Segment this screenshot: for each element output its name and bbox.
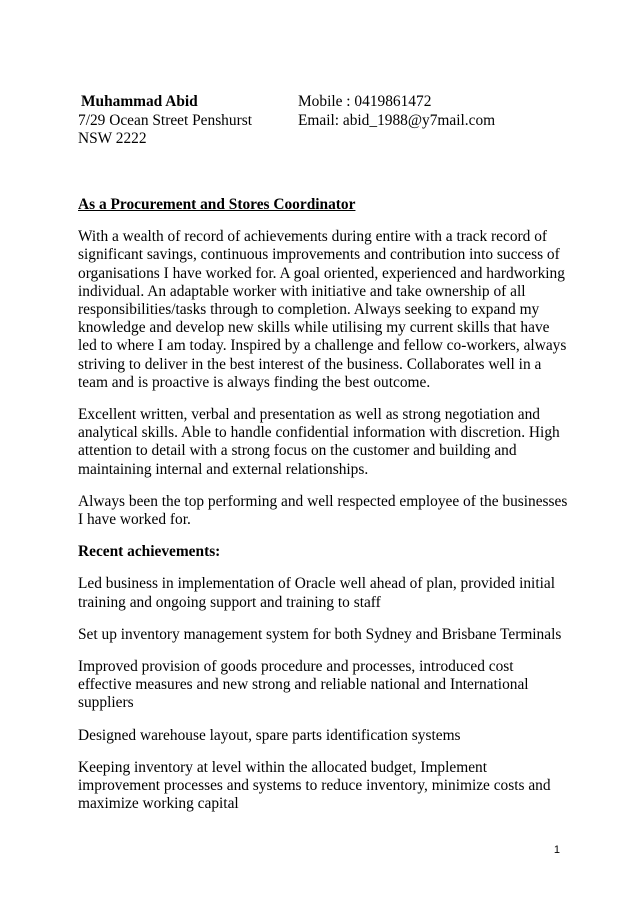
email-address: Email: abid_1988@y7mail.com <box>298 111 496 129</box>
resume-body <box>78 196 568 827</box>
address-line-1: 7/29 Ocean Street Penshurst <box>78 111 252 129</box>
page-number: 1 <box>553 844 560 856</box>
summary-paragraph: Excellent written, verbal and presentation as well as strong negotiation and analytical skills. Able to handle confidential information with discretion. High attention to detail with a strong focus on the customer and building and maintaining internal and external relationships. <box>78 406 560 478</box>
achievements-heading: Recent achievements: <box>78 543 221 561</box>
contact-address-block <box>78 93 288 149</box>
summary-paragraph: Always been the top performing and well respected employee of the businesses I have worked for. <box>78 492 568 529</box>
achievement-item: Improved provision of goods procedure and processes, introduced cost effective measures and new strong and reliable national and International suppliers <box>78 658 529 712</box>
summary-paragraph: With a wealth of record of achievements during entire with a track record of significant savings, continuous improvements and contribution into success of organisations I have worked for. A goal oriented, experienced and hardworking individual. An adaptable worker with initiative and take ownership of all responsibilities/tasks through to completion. Always seeking to expand my knowledge and develop new skills while utilising my current skills that have led to where I am today. Inspired by a challenge and fellow co-workers, always striving to deliver in the best interest of the business. Collaborates well in a team and is proactive is always finding the best outcome. <box>78 228 567 391</box>
achievement-item: Keeping inventory at level within the allocated budget, Implement improvement processes and systems to reduce inventory, minimize costs and maximize working capital <box>78 758 551 813</box>
role-heading: As a Procurement and Stores Coordinator <box>78 196 356 213</box>
candidate-name: Muhammad Abid <box>81 93 198 110</box>
achievement-item: Designed warehouse layout, spare parts identification systems <box>78 726 461 744</box>
achievement-item: Led business in implementation of Oracle well ahead of plan, provided initial training and ongoing support and training to staff <box>78 575 555 611</box>
address-line-2: NSW 2222 <box>78 130 147 147</box>
contact-phone-email-block <box>298 93 578 130</box>
mobile-number: Mobile : 0419861472 <box>298 93 432 110</box>
achievement-item: Set up inventory management system for both Sydney and Brisbane Terminals <box>78 625 562 643</box>
